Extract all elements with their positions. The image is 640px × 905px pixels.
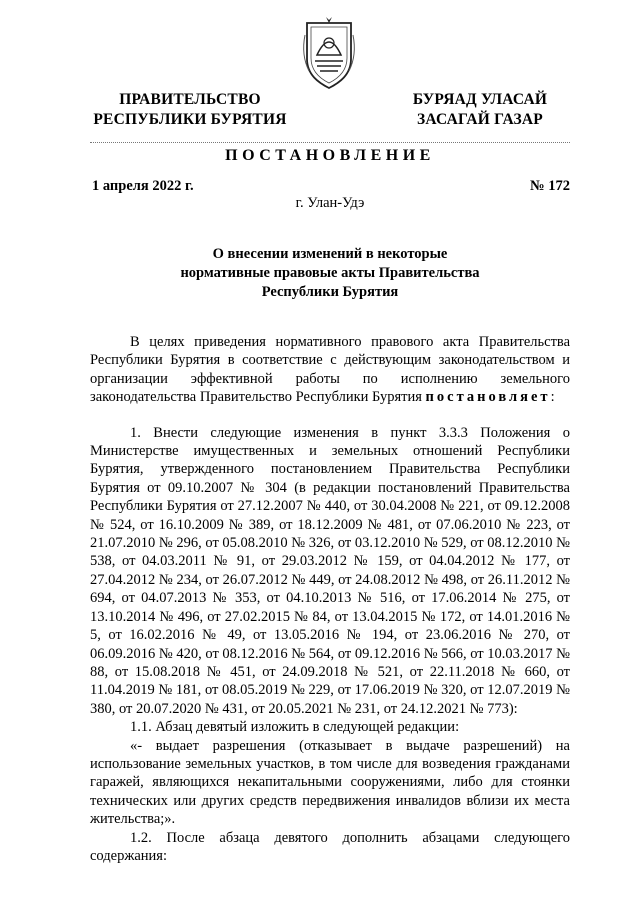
intro-end: : — [550, 389, 555, 406]
subject-line2: нормативные правовые акты Правительства — [180, 265, 480, 281]
coat-of-arms-emblem — [299, 15, 359, 90]
intro-keyword: постановляет — [425, 389, 551, 406]
government-header-buryat — [390, 90, 570, 130]
document-number: № 172 — [530, 178, 570, 194]
header-left-line1: ПРАВИТЕЛЬСТВО — [119, 91, 261, 108]
subject-line3: Республики Бурятия — [261, 284, 399, 300]
intro-paragraph — [90, 333, 570, 407]
subject-line1: О внесении изменений в некоторые — [212, 246, 448, 262]
government-header-russian — [90, 90, 290, 130]
header-right-line1: БУРЯАД УЛАСАЙ — [412, 91, 548, 108]
document-date: 1 апреля 2022 г. — [92, 178, 194, 194]
header-right-line2: ЗАСАГАЙ ГАЗАР — [417, 111, 543, 128]
intro-text: В целях приведения нормативного правового акта Правительства Республики Бурятия в соответствие с действующим законодательством и организации эффективной работы по исполнению земельного законодательства Правительство Республики Бурятия — [90, 334, 570, 406]
quote-paragraph: «- выдает разрешения (отказывает в выдаче разрешений) на использование земельных участков, в том числе для возведения гражданами гаражей, являющихся некапитальными сооружениями, либо для стоянки технических или других средств передвижения инвалидов вблизи их места жительства;». — [90, 737, 570, 828]
item-1-1-paragraph: 1.1. Абзац девятый изложить в следующей редакции: — [130, 719, 460, 736]
document-city: г. Улан-Удэ — [295, 195, 365, 211]
document-subject — [140, 245, 520, 302]
document-type-title: ПОСТАНОВЛЕНИЕ — [225, 147, 435, 164]
header-divider — [90, 142, 570, 143]
item-1-2-paragraph: 1.2. После абзаца девятого дополнить абзацами следующего содержания: — [90, 829, 570, 864]
header-left-line2: РЕСПУБЛИКИ БУРЯТИЯ — [93, 111, 287, 128]
item-1-paragraph: 1. Внести следующие изменения в пункт 3.3.3 Положения о Министерстве имущественных и земельных отношений Республики Бурятия, утвержденного постановлением Правительства Республики Бурятия от 09.10.2007 № 304 (в редакции постановлений Правительства Республики Бурятия от 27.12.2007 № 440, от 30.04.2008 № 221, от 09.12.2008 № 524, от 16.10.2009 № 389, от 18.12.2009 № 481, от 07.06.2010 № 223, от 21.07.2010 № 296, от 05.08.2010 № 326, от 03.12.2010 № 529, от 08.12.2010 № 538, от 04.03.2011 № 91, от 29.03.2012 № 159, от 04.04.2012 № 177, от 27.04.2012 № 234, от 26.07.2012 № 449, от 24.08.2012 № 498, от 26.11.2012 № 694, от 04.07.2013 № 353, от 04.10.2013 № 516, от 17.06.2014 № 275, от 13.10.2014 № 496, от 27.02.2015 № 84, от 13.04.2015 № 172, от 14.01.2016 № 5, от 16.02.2016 № 49, от 13.05.2016 № 194, от 23.06.2016 № 270, от 06.09.2016 № 420, от 08.12.2016 № 564, от 09.12.2016 № 566, от 10.03.2017 № 88, от 15.08.2018 № 451, от 24.09.2018 № 521, от 22.11.2018 № 660, от 11.04.2019 № 181, от 08.05.2019 № 229, от 17.06.2019 № 320, от 12.07.2019 № 380, от 20.07.2020 № 431, от 20.05.2021 № 231, от 24.12.2021 № 773): — [90, 424, 570, 717]
document-body — [90, 333, 570, 865]
